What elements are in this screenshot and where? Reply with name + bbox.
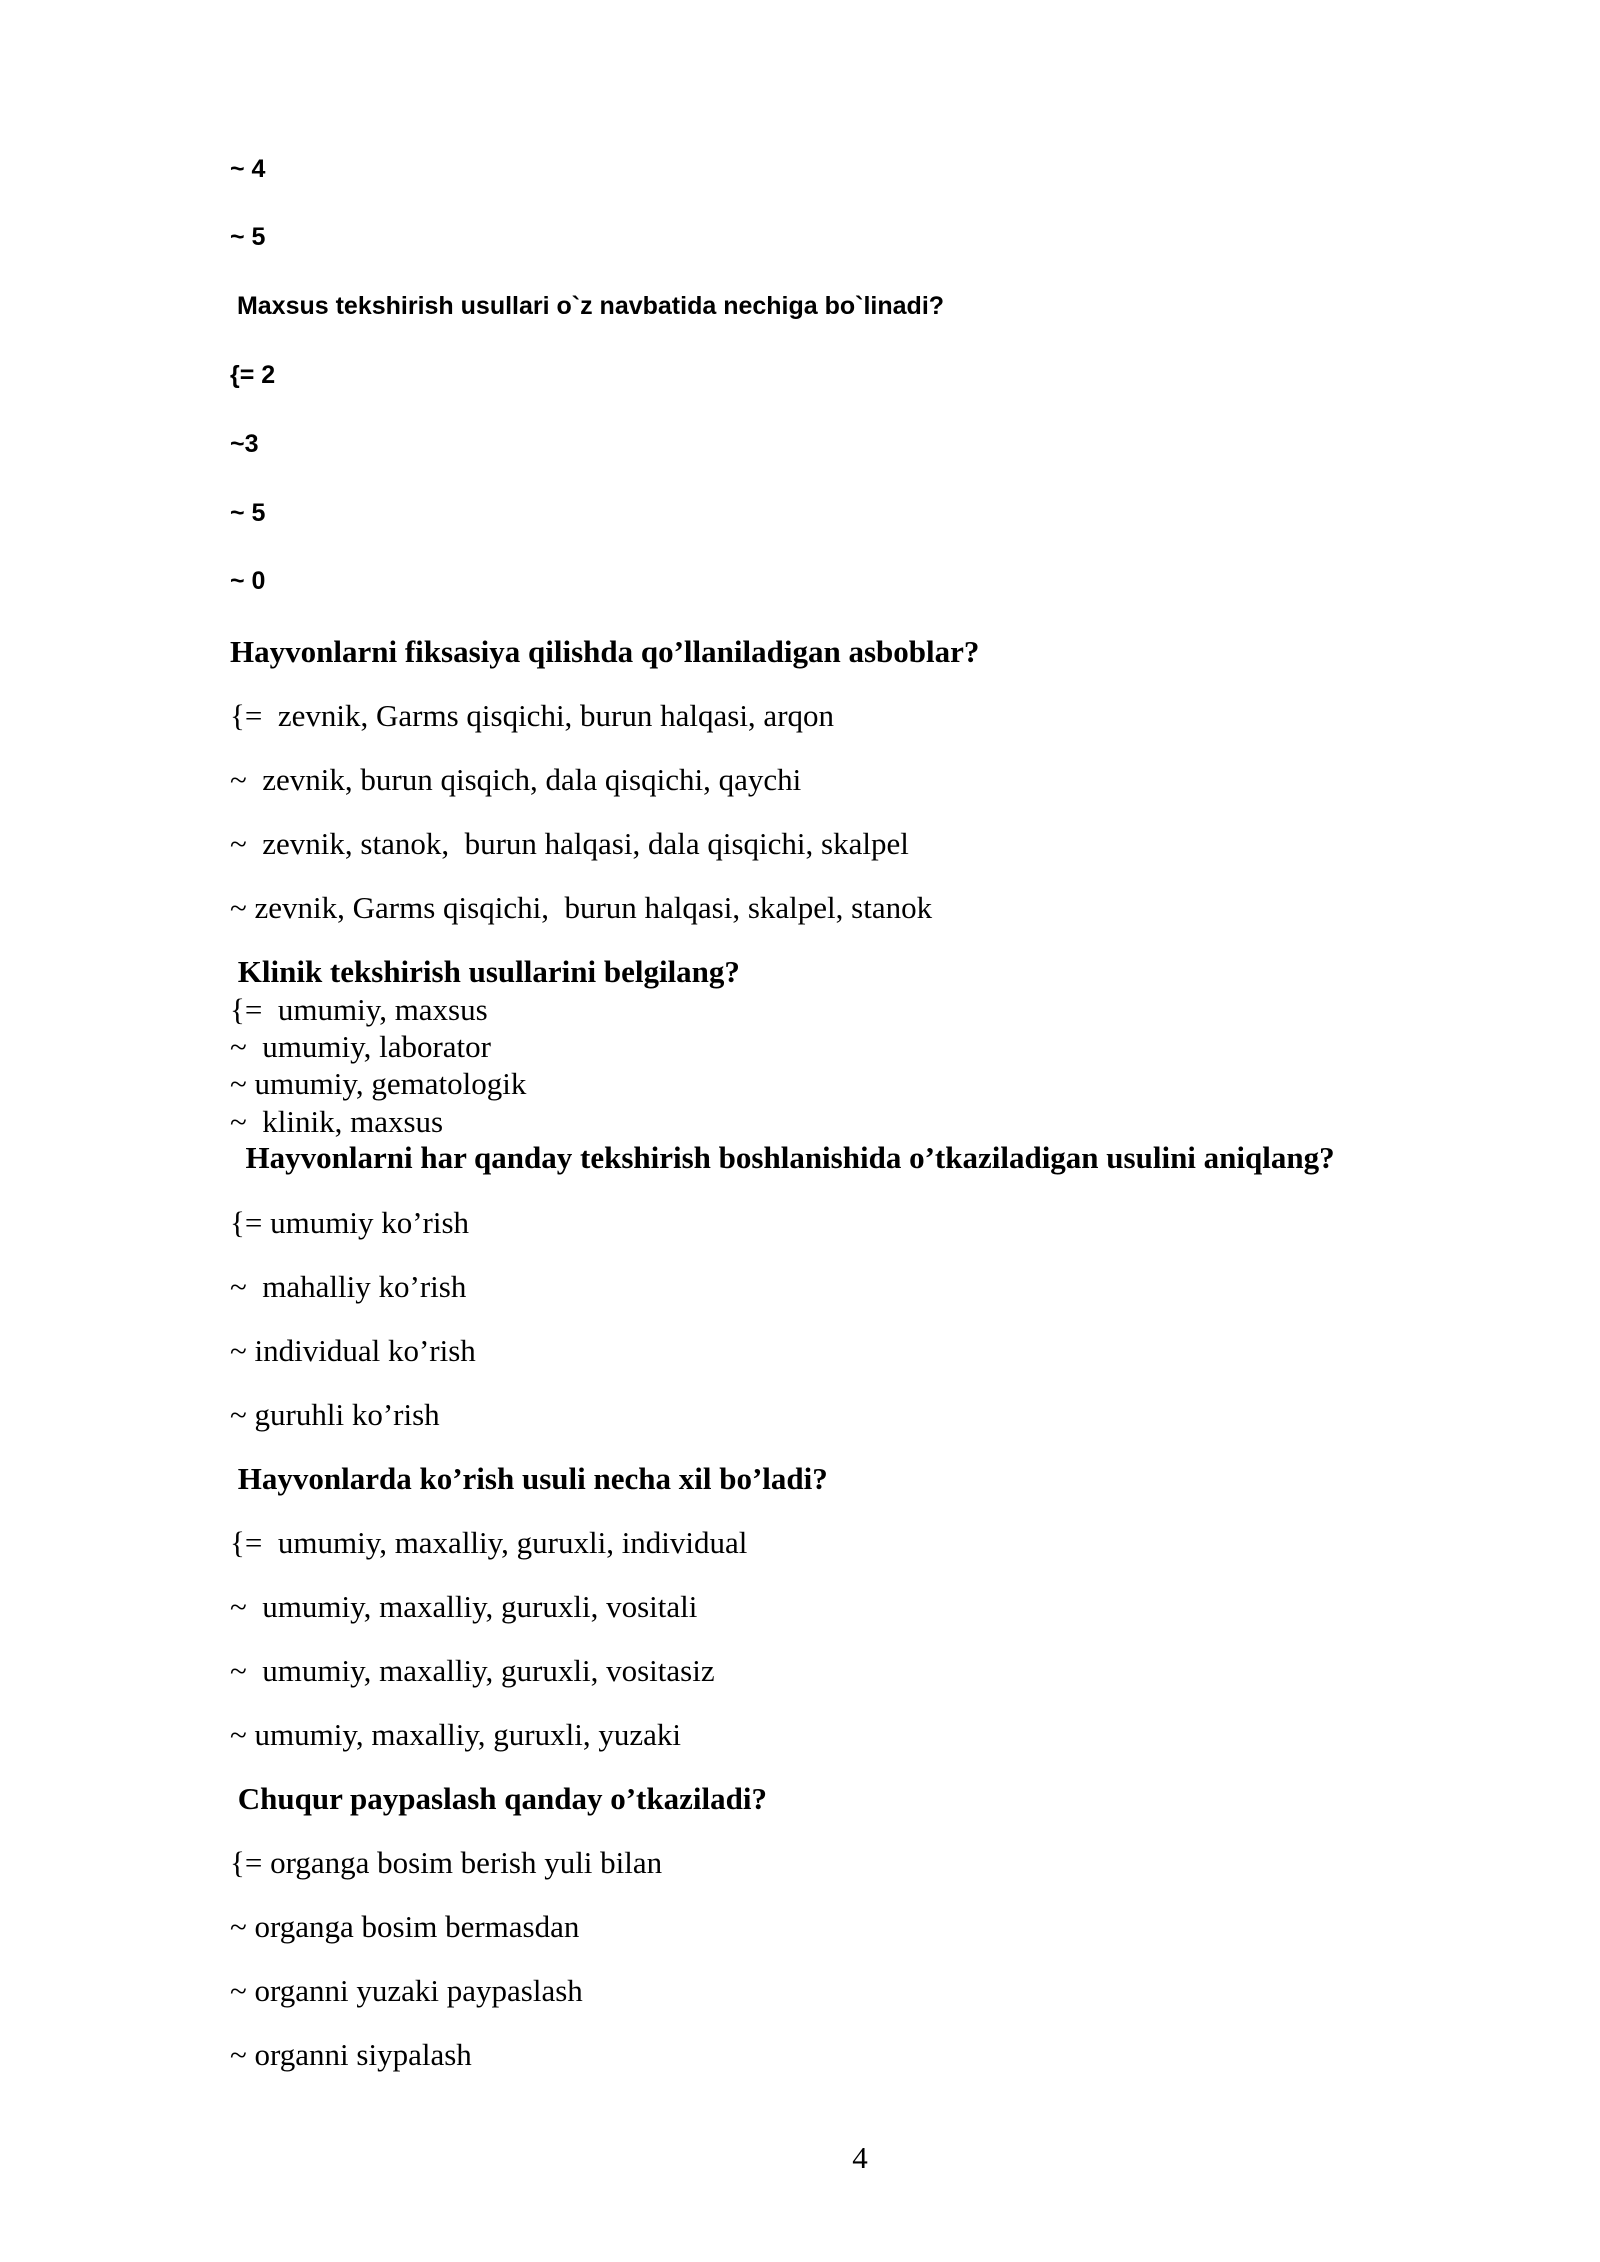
- question-text: Maxsus tekshirish usullari o`z navbatida nechiga bo`linadi?: [230, 292, 945, 320]
- page-number: 4: [852, 2140, 868, 2175]
- correct-answer: {= umumiy ko’rish: [230, 1205, 470, 1240]
- question-text: Hayvonlarda ko’rish usuli necha xil bo’ladi?: [230, 1461, 828, 1496]
- answer-option: ~ zevnik, stanok, burun halqasi, dala qisqichi, skalpel: [230, 826, 909, 861]
- answer-option: ~ zevnik, Garms qisqichi, burun halqasi, skalpel, stanok: [230, 890, 933, 925]
- answer-option: ~ umumiy, maxalliy, guruxli, yuzaki: [230, 1717, 681, 1752]
- answer-option: ~ 0: [230, 567, 266, 595]
- answer-option: ~ organni siypalash: [230, 2037, 472, 2072]
- answer-option: ~ 4: [230, 155, 266, 183]
- answer-option: ~ umumiy, gematologik: [230, 1066, 527, 1101]
- answer-option: ~ umumiy, laborator: [230, 1029, 491, 1064]
- answer-option: ~ guruhli ko’rish: [230, 1397, 440, 1432]
- correct-answer: {= 2: [230, 361, 276, 389]
- question-text: Hayvonlarni fiksasiya qilishda qo’llaniladigan asboblar?: [230, 634, 980, 669]
- question-text: Hayvonlarni har qanday tekshirish boshlanishida o’tkaziladigan usulini aniqlang?: [230, 1140, 1335, 1175]
- answer-option: ~ umumiy, maxalliy, guruxli, vositasiz: [230, 1653, 715, 1688]
- answer-option: ~ individual ko’rish: [230, 1333, 476, 1368]
- correct-answer: {= umumiy, maxalliy, guruxli, individual: [230, 1525, 748, 1560]
- question-text: Klinik tekshirish usullarini belgilang?: [230, 954, 740, 989]
- answer-option: ~ mahalliy ko’rish: [230, 1269, 467, 1304]
- answer-option: ~3: [230, 430, 259, 458]
- answer-option: ~ zevnik, burun qisqich, dala qisqichi, qaychi: [230, 762, 802, 797]
- answer-option: ~ klinik, maxsus: [230, 1104, 444, 1139]
- correct-answer: {= umumiy, maxsus: [230, 992, 488, 1027]
- answer-option: ~ umumiy, maxalliy, guruxli, vositali: [230, 1589, 698, 1624]
- question-text: Chuqur paypaslash qanday o’tkaziladi?: [230, 1781, 767, 1816]
- answer-option: ~ 5: [230, 499, 266, 527]
- answer-option: ~ organni yuzaki paypaslash: [230, 1973, 583, 2008]
- answer-option: ~ organga bosim bermasdan: [230, 1909, 580, 1944]
- correct-answer: {= zevnik, Garms qisqichi, burun halqasi, arqon: [230, 698, 835, 733]
- correct-answer: {= organga bosim berish yuli bilan: [230, 1845, 663, 1880]
- answer-option: ~ 5: [230, 223, 266, 251]
